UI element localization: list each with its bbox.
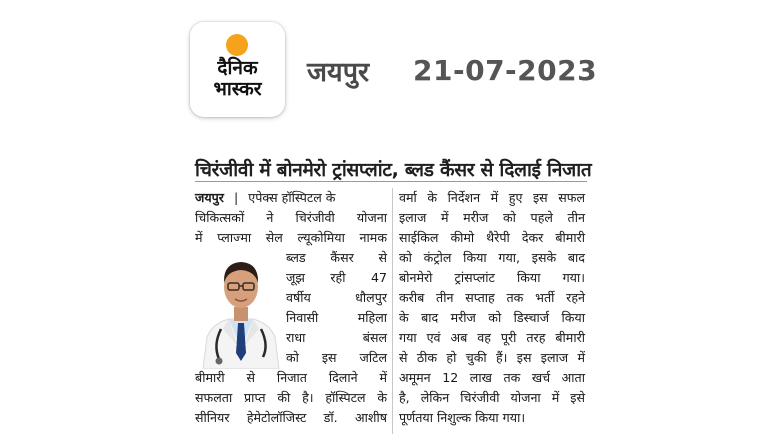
col2-line: साईकिल कीमो थैरेपी देकर बीमारी [399,230,585,245]
col2-line: वर्मा के निर्देशन में हुए इस सफल [399,190,585,205]
col2-line: है, लेकिन चिरंजीवी योजना में इसे [399,390,585,405]
logo-wordmark-line2: भास्कर [213,78,262,100]
col2-line: से ठीक हो चुकी हैं। इस इलाज में [399,350,585,365]
col1-line: में प्लाज्मा सेल ल्यूकोमिया नामक [195,230,387,245]
col1-line: को इस जटिल [286,350,387,365]
col1-line: सीनियर हेमेटोलॉजिस्ट डॉ. आशीष [195,410,387,425]
dainik-bhaskar-logo [190,22,285,117]
logo-wordmark-line1: दैनिक [217,57,258,79]
col1-line: जूझ रही 47 [286,270,387,285]
col1-line [195,188,387,208]
col2-line: गया एवं अब वह पूरी तरह बीमारी [399,330,585,345]
edition-city: जयपुर [307,57,370,88]
sun-logo-icon [226,34,248,56]
col2-line: इलाज में मरीज को पहले तीन [399,210,585,225]
dateline: जयपुर [195,190,224,205]
col2-line: को कंट्रोल किया गया, इसके बाद [399,250,585,265]
col2-line: अमूमन 12 लाख तक खर्च आता [399,370,585,385]
col1-line: बीमारी से निजात दिलाने में [195,370,387,385]
col2-line: के बाद मरीज को डिस्चार्ज किया [399,310,585,325]
col2-line: बोनमेरो ट्रांसप्लांट किया गया। [399,270,585,285]
edition-date: 21-07-2023 [413,54,598,87]
doctor-photo [199,245,283,369]
col1-line: ब्लड कैंसर से [286,250,387,265]
col2-line: करीब तीन सप्ताह तक भर्ती रहने [399,290,585,305]
col2-line: पूर्णतया निशुल्क किया गया। [399,410,526,425]
column-divider [392,188,393,434]
col1-line: चिकित्सकों ने चिरंजीवी योजना [195,210,387,225]
col1-line: राधा बंसल [286,330,387,345]
headline-rule [195,181,587,182]
col1-line-text: एपेक्स हॉस्पिटल के [248,190,336,205]
article-headline: चिरंजीवी में बोनमेरो ट्रांसप्लांट, ब्लड कैंसर से दिलाई निजात [195,159,592,181]
col1-line: सफलता प्राप्त की है। हॉस्पिटल के [195,390,387,405]
col1-line: निवासी महिला [286,310,387,325]
dateline-separator: | [233,190,239,205]
col1-line: वर्षीय धौलपुर [286,290,387,305]
